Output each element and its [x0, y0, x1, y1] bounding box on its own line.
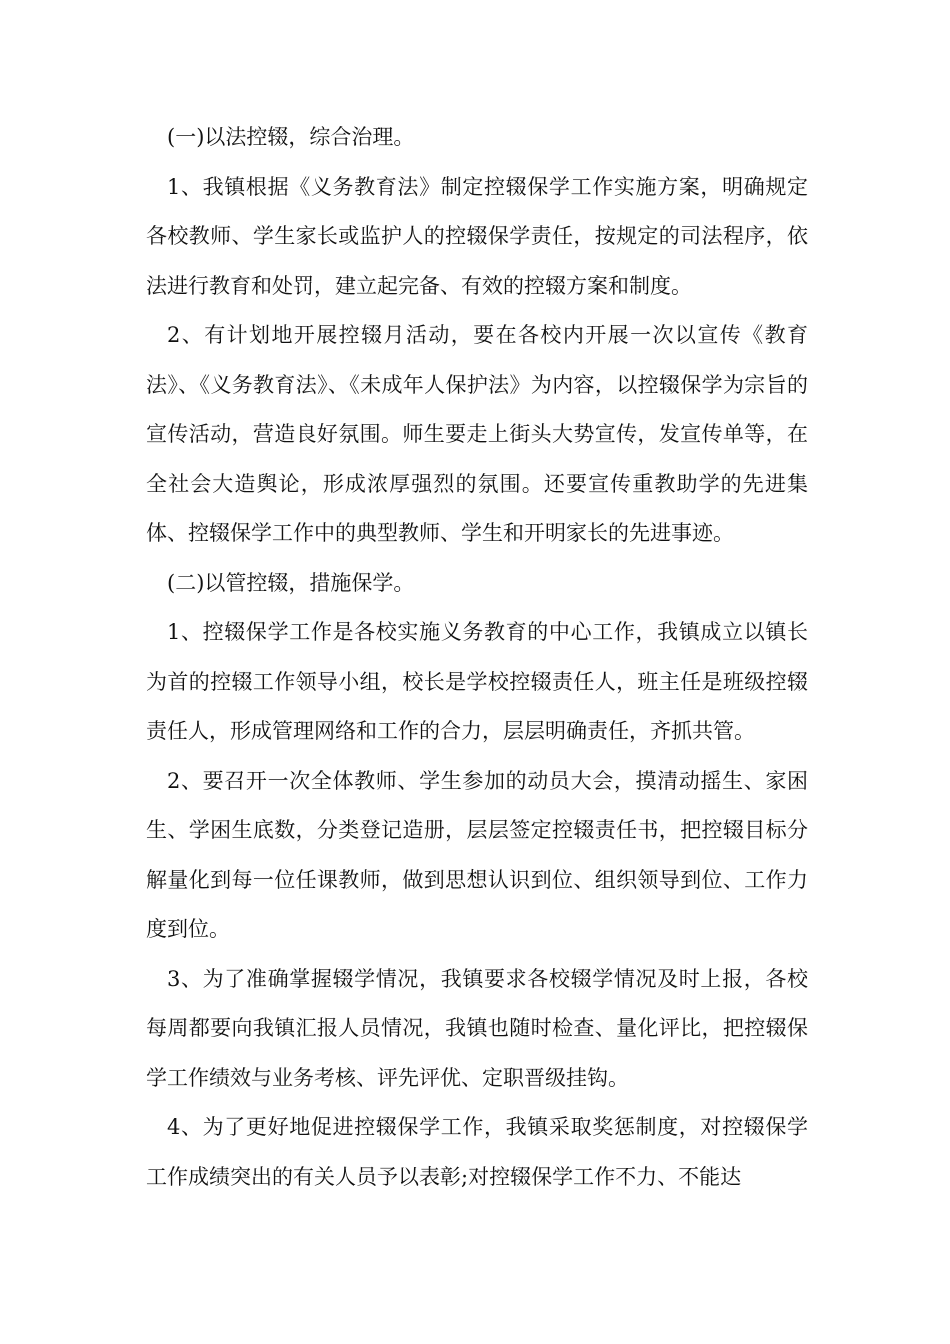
- paragraph: 2、要召开一次全体教师、学生参加的动员大会，摸清动摇生、家困生、学困生底数，分类登记造册，层层签定控辍责任书，把控辍目标分解量化到每一位任课教师，做到思想认识到位、组织领导到位、工作力度到位。: [146, 768, 808, 941]
- section-heading-1: (一)以法控辍，综合治理。: [167, 125, 415, 149]
- paragraph: 2、有计划地开展控辍月活动，要在各校内开展一次以宣传《教育法》、《义务教育法》、《未成年人保护法》为内容，以控辍保学为宗旨的宣传活动，营造良好氛围。师生要走上街头大势宣传，发宣传单等，在全社会大造舆论，形成浓厚强烈的氛围。还要宣传重教助学的先进集体、控辍保学工作中的典型教师、学生和开明家长的先进事迹。: [146, 323, 808, 545]
- paragraph: 1、我镇根据《义务教育法》制定控辍保学工作实施方案，明确规定各校教师、学生家长或监护人的控辍保学责任，按规定的司法程序，依法进行教育和处罚，建立起完备、有效的控辍方案和制度。: [146, 174, 808, 298]
- paragraph: 4、为了更好地促进控辍保学工作，我镇采取奖惩制度，对控辍保学工作成绩突出的有关人员予以表彰;对控辍保学工作不力、不能达: [146, 1115, 808, 1189]
- paragraph: 1、控辍保学工作是各校实施义务教育的中心工作，我镇成立以镇长为首的控辍工作领导小组，校长是学校控辍责任人，班主任是班级控辍责任人，形成管理网络和工作的合力，层层明确责任，齐抓共管。: [146, 620, 808, 743]
- section-heading-2: (二)以管控辍，措施保学。: [167, 570, 415, 595]
- paragraph: 3、为了准确掌握辍学情况，我镇要求各校辍学情况及时上报，各校每周都要向我镇汇报人员情况，我镇也随时检查、量化评比，把控辍保学工作绩效与业务考核、评先评优、定职晋级挂钩。: [146, 966, 808, 1090]
- document-body: [146, 113, 808, 1202]
